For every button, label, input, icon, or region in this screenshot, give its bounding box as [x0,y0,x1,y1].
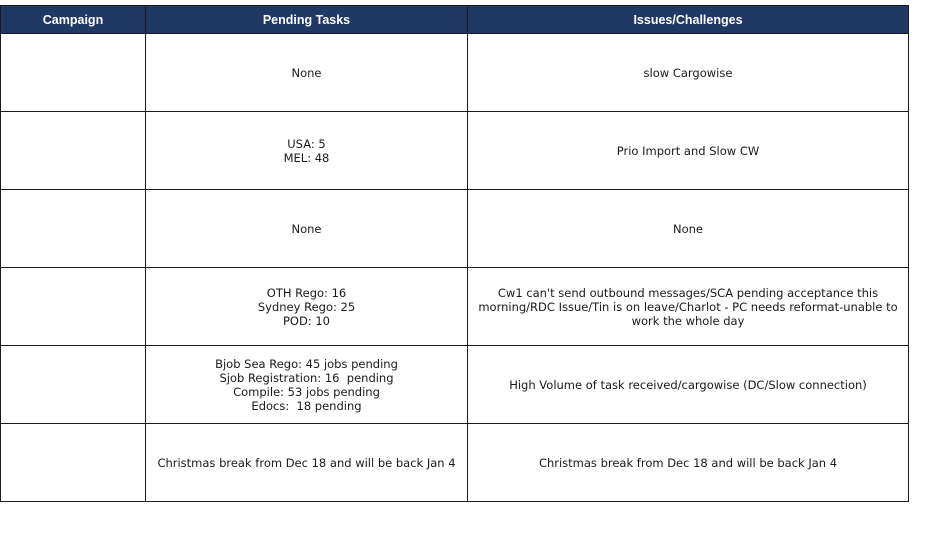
pending-task-line: Compile: 53 jobs pending [233,384,380,399]
table-row [1,34,909,112]
pending-tasks-cell [146,424,468,502]
pending-task-line: MEL: 48 [283,150,330,165]
campaign-cell [1,424,146,502]
issues-cell [468,112,909,190]
issues-cell [468,424,909,502]
table-row [1,190,909,268]
pending-task-line: USA: 5 [287,136,326,151]
pending-task-line: POD: 10 [282,313,330,328]
pending-tasks-cell [146,268,468,346]
pending-tasks-cell [146,112,468,190]
issues-text: Cw1 can't send outbound messages/SCA pending acceptance this morning/RDC Issue/Tin is on leave/Charlot - PC needs reformat-unable to work the whole day [478,285,898,328]
pending-task-line: Bjob Sea Rego: 45 jobs pending [215,356,398,371]
issues-cell [468,34,909,112]
pending-task-line: None [291,65,322,80]
campaign-cell [1,190,146,268]
header-issues-challenges: Issues/Challenges [468,6,909,34]
issues-text: slow Cargowise [643,65,733,80]
header-pending-tasks: Pending Tasks [146,6,468,34]
pending-task-line: Sydney Rego: 25 [257,299,356,314]
pending-task-line: Christmas break from Dec 18 and will be back Jan 4 [157,455,456,470]
issues-text: Prio Import and Slow CW [616,143,760,158]
issues-cell [468,190,909,268]
header-row [1,6,909,34]
issues-cell [468,346,909,424]
campaign-cell [1,268,146,346]
issues-text: High Volume of task received/cargowise (DC/Slow connection) [509,377,867,392]
pending-task-line: OTH Rego: 16 [266,285,347,300]
pending-tasks-cell [146,190,468,268]
pending-task-line: Edocs: 18 pending [251,398,362,413]
campaign-cell [1,346,146,424]
issues-text: Christmas break from Dec 18 and will be back Jan 4 [538,455,838,470]
table-row [1,112,909,190]
table-row [1,268,909,346]
table-row [1,346,909,424]
status-table [0,5,909,502]
header-campaign: Campaign [1,6,146,34]
issues-cell [468,268,909,346]
table-row [1,424,909,502]
pending-task-line: Sjob Registration: 16 pending [219,370,394,385]
campaign-cell [1,112,146,190]
campaign-cell [1,34,146,112]
pending-task-line: None [291,221,322,236]
pending-tasks-cell [146,346,468,424]
pending-tasks-cell [146,34,468,112]
issues-text: None [672,221,703,236]
